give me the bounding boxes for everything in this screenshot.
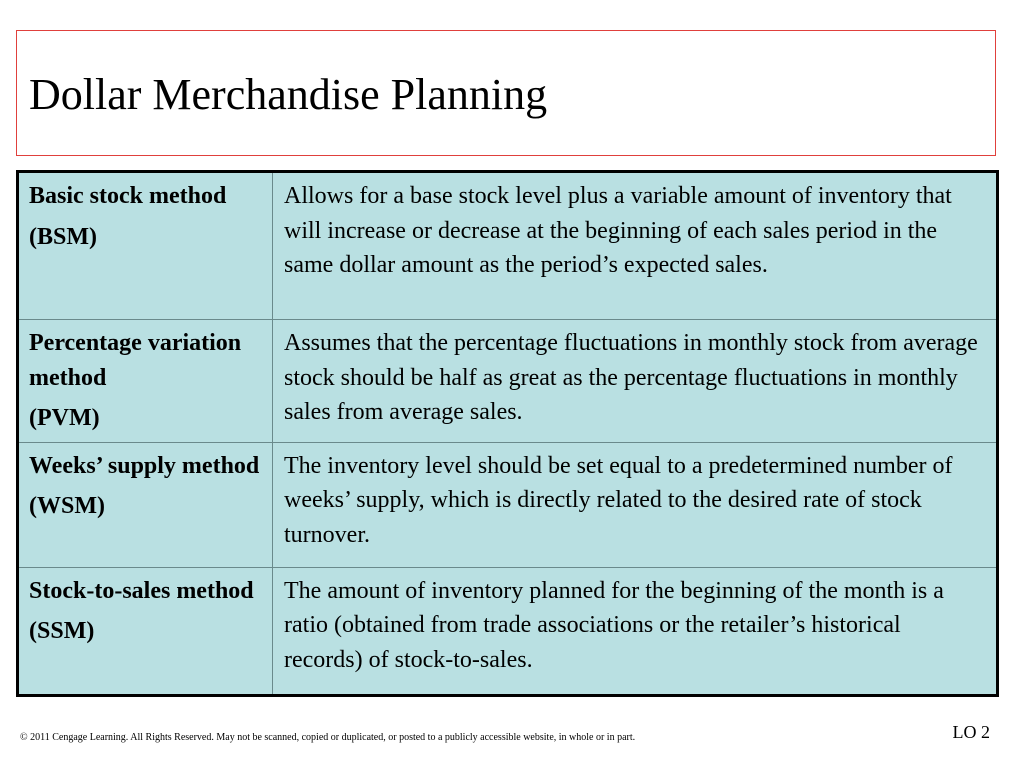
method-description: The inventory level should be set equal to a predetermined number of weeks’ supply, which is directly related to the desired rate of stock turnover. — [273, 442, 998, 567]
table-row — [18, 172, 998, 320]
method-name-cell — [18, 567, 273, 695]
title-box — [16, 30, 996, 156]
method-abbreviation: (WSM) — [29, 493, 105, 519]
method-name: Percentage variation method — [29, 330, 242, 391]
learning-objective-label: LO 2 — [952, 722, 990, 742]
method-name: Stock-to-sales method — [29, 577, 254, 604]
methods-table — [16, 170, 999, 697]
method-name: Basic stock method — [29, 183, 227, 209]
copyright-notice: © 2011 Cengage Learning. All Rights Reserved. May not be scanned, copied or duplicated, or posted to a publicly accessible website, in whole or in part. — [20, 732, 636, 743]
method-name-cell — [18, 320, 273, 443]
method-name-cell — [18, 442, 273, 567]
method-abbreviation: (SSM) — [29, 618, 95, 644]
method-description: Assumes that the percentage fluctuations in monthly stock from average stock should be half as great as the percentage fluctuations in monthly sales from average sales. — [273, 320, 998, 443]
method-name: Weeks’ supply method — [29, 452, 260, 479]
slide-title: Dollar Merchandise Planning — [29, 70, 548, 119]
table-row — [18, 567, 998, 695]
method-abbreviation: (BSM) — [29, 223, 97, 250]
method-abbreviation: (PVM) — [29, 405, 100, 431]
method-description: The amount of inventory planned for the beginning of the month is a ratio (obtained from trade associations or the retailer’s historical records) of stock-to-sales. — [273, 567, 998, 695]
table-row — [18, 320, 998, 443]
table-row — [18, 442, 998, 567]
method-name-cell — [18, 172, 273, 320]
method-description: Allows for a base stock level plus a variable amount of inventory that will increase or decrease at the beginning of each sales period in the same dollar amount as the period’s expected sales. — [273, 172, 998, 320]
